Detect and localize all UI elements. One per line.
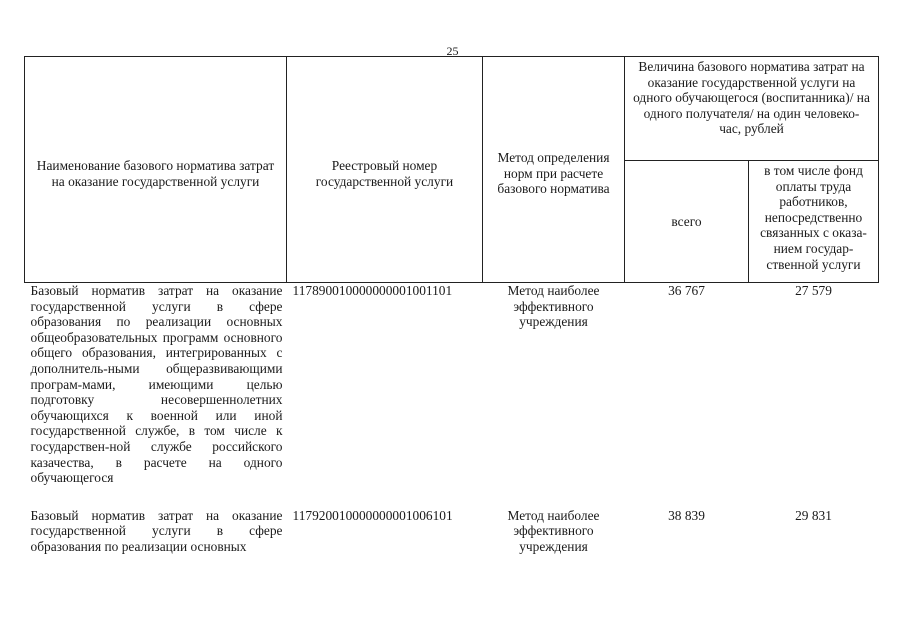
table-row (25, 508, 879, 555)
norm-table (24, 56, 879, 555)
header-name: Наименование базового норматива затрат на оказание государственной услуги (25, 57, 287, 283)
header-total: всего (625, 161, 749, 283)
header-registry: Реестровый номер государственной услуги (287, 57, 483, 283)
header-value-group: Величина базового норматива затрат на оказание государственной услуги на одного обучающегося (воспитанника)/ на одного получателя/ на один человеко-час, рублей (625, 57, 879, 161)
row-method: Метод наиболее эффективного учреждения (507, 507, 600, 554)
row-payroll: 27 579 (795, 283, 832, 298)
row-name: Базовый норматив затрат на оказание государственной услуги в сфере образования по реализации основных (30, 507, 283, 554)
table-row (25, 283, 879, 486)
row-method: Метод наиболее эффективного учреждения (507, 283, 600, 330)
header-payroll: в том числе фонд оплаты труда работников, непосредственно связанных с оказа-нием государ-ственной услуги (749, 161, 879, 283)
row-total: 38 839 (668, 507, 705, 523)
header-method: Метод определения норм при расчете базового норматива (483, 57, 625, 283)
row-registry: 117920010000000001006101 (292, 507, 453, 523)
row-name: Базовый норматив затрат на оказание государственной услуги в сфере образования по реализации основных общеобразовательных программ основного общего образования, интегрированных с дополнитель-ными общеразвивающими програм-мами, имеющими целью подготовку несовершеннолетних обучающихся к военной или иной государственной службе, в том числе к государствен-ной службе российского казачества, в расчете на одного обучающегося (30, 283, 283, 486)
row-spacer (25, 486, 879, 508)
row-registry: 117890010000000001001101 (292, 283, 453, 298)
page-number: 25 (446, 44, 459, 58)
row-total: 36 767 (668, 283, 705, 298)
row-payroll: 29 831 (795, 507, 832, 523)
